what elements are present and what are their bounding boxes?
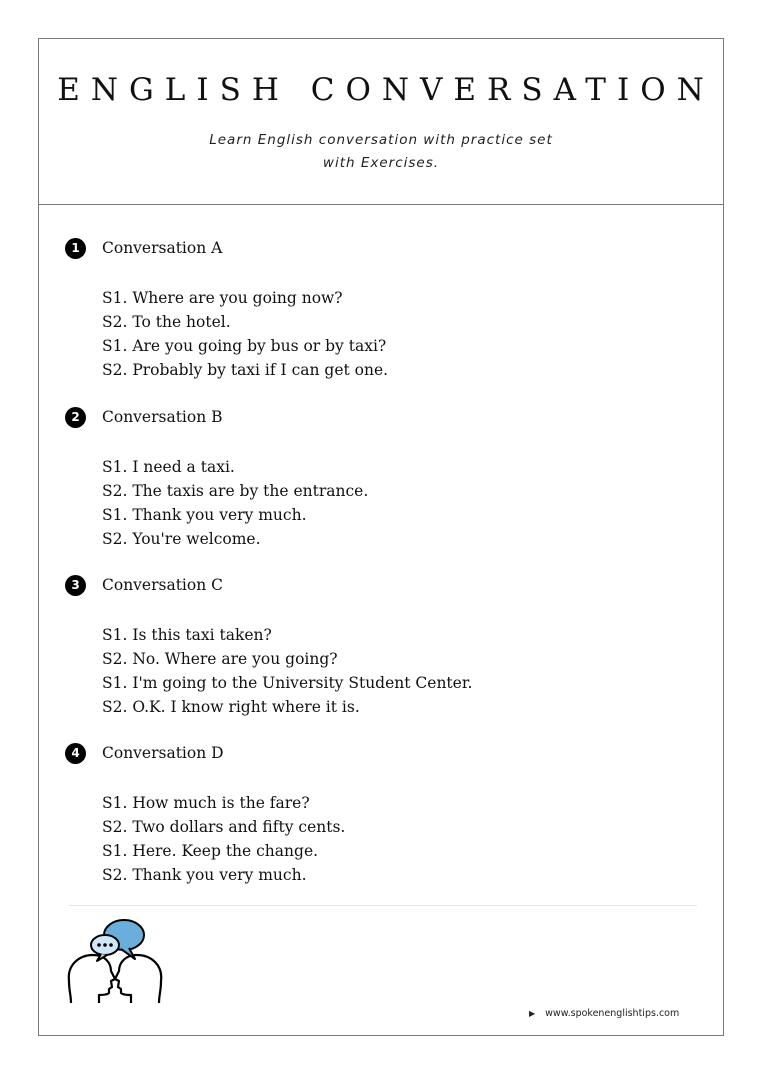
number-badge: 4	[65, 743, 86, 764]
dialogue-line: S2. You're welcome.	[102, 530, 261, 548]
subtitle-line-2: with Exercises.	[322, 155, 440, 171]
dialogue-line: S2. The taxis are by the entrance.	[102, 482, 369, 500]
page-title: ENGLISH CONVERSATION	[57, 72, 715, 108]
dialogue-line: S2. No. Where are you going?	[102, 650, 338, 668]
dialogue-line: S2. Two dollars and fifty cents.	[102, 818, 346, 836]
page-subtitle	[39, 129, 723, 175]
conversation-title: Conversation D	[102, 744, 224, 762]
number-badge: 1	[65, 238, 86, 259]
footer-website[interactable]	[529, 1008, 699, 1019]
conversation-title: Conversation B	[102, 408, 223, 426]
dialogue-lines	[102, 286, 388, 382]
dialogue-line: S2. O.K. I know right where it is.	[102, 698, 360, 716]
dialogue-line: S2. To the hotel.	[102, 313, 231, 331]
dialogue-line: S1. Is this taxi taken?	[102, 626, 272, 644]
dialogue-line: S1. I'm going to the University Student Center.	[102, 674, 473, 692]
dialogue-line: S1. Here. Keep the change.	[102, 842, 319, 860]
dialogue-lines	[102, 791, 345, 887]
dialogue-line: S1. I need a taxi.	[102, 458, 235, 476]
website-link[interactable]: www.spokenenglishtips.com	[545, 1008, 680, 1019]
conversation-title: Conversation A	[102, 239, 223, 257]
dialogue-line: S1. Where are you going now?	[102, 289, 343, 307]
number-badge: 2	[65, 407, 86, 428]
conversation-title: Conversation C	[102, 576, 223, 594]
header	[39, 39, 723, 205]
dialogue-line: S2. Probably by taxi if I can get one.	[102, 361, 389, 379]
dialogue-line: S2. Thank you very much.	[102, 866, 307, 884]
conversation-heads-icon	[65, 917, 165, 1012]
dialogue-line: S1. How much is the fare?	[102, 794, 310, 812]
dialogue-lines	[102, 623, 472, 719]
dialogue-line: S1. Thank you very much.	[102, 506, 307, 524]
number-badge: 3	[65, 575, 86, 596]
dialogue-lines	[102, 455, 368, 551]
dialogue-line: S1. Are you going by bus or by taxi?	[102, 337, 387, 355]
subtitle-line-1: Learn English conversation with practice set	[209, 132, 553, 148]
document-frame	[38, 38, 724, 1036]
footer-divider	[69, 905, 697, 906]
play-arrow-icon: ▶	[529, 1009, 536, 1018]
